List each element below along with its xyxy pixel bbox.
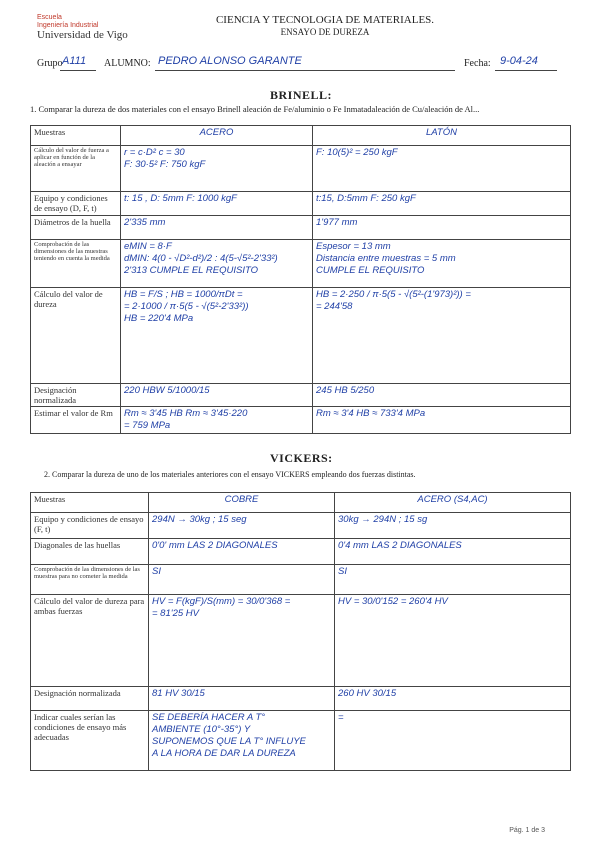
row-label: Comprobación de las dimensiones de las muestras teniendo en cuenta la medida: [31, 240, 121, 288]
handwritten-answer: HB = F/S ; HB = 1000/πDt =: [124, 289, 243, 300]
answer-cell-b: [335, 711, 571, 771]
row-label: Designación normalizada: [31, 687, 149, 711]
handwritten-answer: =: [338, 712, 344, 723]
answer-cell-a: [121, 384, 313, 407]
row-label: Comprobación de las dimensiones de las muestras para no cometer la medida: [31, 565, 149, 595]
vickers-row: [31, 687, 571, 711]
answer-cell-b: [335, 687, 571, 711]
handwritten-answer: HV = F(kgF)/S(mm) = 30/0'368 =: [152, 596, 291, 607]
handwritten-answer: HB = 2·250 / π·5(5 - √(5²-(1'973)²)) =: [316, 289, 471, 300]
handwritten-answer: A LA HORA DE DAR LA DUREZA: [152, 748, 296, 759]
fecha-label: Fecha:: [464, 58, 491, 69]
grupo-label: Grupo: [37, 58, 63, 69]
row-label: Diagonales de las huellas: [31, 539, 149, 565]
answer-cell-b: [335, 565, 571, 595]
handwritten-answer: 1'977 mm: [316, 217, 358, 228]
handwritten-answer: F: 30·5² F: 750 kgF: [124, 159, 206, 170]
handwritten-answer: 81 HV 30/15: [152, 688, 205, 699]
page-subtitle: ENSAYO DE DUREZA: [280, 27, 370, 37]
alumno-value: PEDRO ALONSO GARANTE: [158, 55, 302, 67]
answer-cell-b: [335, 539, 571, 565]
brinell-row: [31, 216, 571, 240]
brinell-table: [30, 125, 571, 434]
handwritten-answer: 30kg → 294N ; 15 sg: [338, 514, 428, 525]
handwritten-answer: COBRE: [224, 494, 259, 505]
brinell-row: [31, 126, 571, 146]
page-number: Pág. 1 de 3: [509, 827, 545, 834]
handwritten-answer: ACERO (S4,AC): [417, 494, 488, 505]
vickers-row: [31, 595, 571, 687]
handwritten-answer: HV = 30/0'152 = 260'4 HV: [338, 596, 448, 607]
handwritten-answer: eMIN = 8·F: [124, 241, 172, 252]
answer-cell-a: [149, 565, 335, 595]
answer-cell-a: [149, 513, 335, 539]
handwritten-answer: = 81'25 HV: [152, 608, 199, 619]
handwritten-answer: SI: [338, 566, 347, 577]
brinell-row: [31, 384, 571, 407]
row-label: Cálculo del valor de dureza para ambas fuerzas: [31, 595, 149, 687]
handwritten-answer: 2'335 mm: [124, 217, 166, 228]
handwritten-answer: HB = 220'4 MPa: [124, 313, 194, 324]
handwritten-answer: AMBIENTE (10°-35°) Y: [152, 724, 251, 735]
answer-cell-a: [149, 539, 335, 565]
handwritten-answer: SUPONEMOS QUE LA T° INFLUYE: [152, 736, 306, 747]
row-label: Diámetros de la huella: [31, 216, 121, 240]
handwritten-answer: SE DEBERÍA HACER A T°: [152, 712, 266, 723]
answer-cell-b: [313, 192, 571, 216]
answer-cell-a: [121, 146, 313, 192]
answer-cell-a: [121, 240, 313, 288]
vickers-question: 2. Comparar la dureza de uno de los materiales anteriores con el ensayo VICKERS empleando dos fuerzas distintas.: [44, 470, 416, 479]
brinell-row: [31, 240, 571, 288]
answer-cell-b: [335, 513, 571, 539]
answer-cell-b: [335, 595, 571, 687]
answer-cell-a: [149, 711, 335, 771]
row-label: Muestras: [31, 493, 149, 513]
answer-cell-a: [121, 216, 313, 240]
handwritten-answer: LATÓN: [426, 127, 457, 138]
vickers-heading: VICKERS:: [270, 451, 333, 465]
row-label: Equipo y condiciones de ensayo (D, F, t): [31, 192, 121, 216]
handwritten-answer: CUMPLE EL REQUISITO: [316, 265, 425, 276]
vickers-row: [31, 565, 571, 595]
handwritten-answer: = 2·1000 / π·5(5 - √(5²-2'33²)): [124, 301, 249, 312]
handwritten-answer: 220 HBW 5/1000/15: [124, 385, 210, 396]
alumno-label: ALUMNO:: [104, 58, 151, 69]
answer-cell-a: [121, 407, 313, 434]
answer-cell-b: [313, 146, 571, 192]
row-label: Indicar cuales serían las condiciones de ensayo más adecuadas: [31, 711, 149, 771]
answer-cell-b: [313, 216, 571, 240]
answer-cell-b: [313, 407, 571, 434]
fecha-value: 9-04-24: [500, 55, 538, 67]
answer-cell-a: [149, 493, 335, 513]
handwritten-answer: 260 HV 30/15: [338, 688, 397, 699]
brinell-question: 1. Comparar la dureza de dos materiales con el ensayo Brinell aleación de Fe/aluminio o Fe Inmatadaleación de Cu/aleación de Al...: [30, 104, 480, 114]
brinell-heading: BRINELL:: [270, 88, 333, 102]
answer-cell-b: [313, 126, 571, 146]
handwritten-answer: r = c·D² c = 30: [124, 147, 185, 158]
vickers-table: [30, 492, 571, 771]
answer-cell-b: [335, 493, 571, 513]
handwritten-answer: SI: [152, 566, 161, 577]
vickers-row: [31, 513, 571, 539]
brinell-row: [31, 146, 571, 192]
answer-cell-b: [313, 288, 571, 384]
handwritten-answer: 0'0' mm LAS 2 DIAGONALES: [152, 540, 278, 551]
grupo-value: A111: [62, 55, 87, 67]
answer-cell-b: [313, 384, 571, 407]
handwritten-answer: Rm ≈ 3'4 HB ≈ 733'4 MPa: [316, 408, 426, 419]
handwritten-answer: = 759 MPa: [124, 420, 171, 431]
university-logo: Universidad de Vigo: [37, 29, 128, 41]
handwritten-answer: F: 10(5)² = 250 kgF: [316, 147, 398, 158]
row-label: Muestras: [31, 126, 121, 146]
row-label: Cálculo del valor de fuerza a aplicar en función de la aleación a ensayar: [31, 146, 121, 192]
answer-cell-a: [121, 192, 313, 216]
handwritten-answer: 294N → 30kg ; 15 seg: [152, 514, 247, 525]
handwritten-answer: Rm ≈ 3'45 HB Rm ≈ 3'45·220: [124, 408, 248, 419]
brinell-row: [31, 407, 571, 434]
handwritten-answer: 245 HB 5/250: [316, 385, 375, 396]
row-label: Estimar el valor de Rm: [31, 407, 121, 434]
answer-cell-a: [149, 595, 335, 687]
brinell-row: [31, 192, 571, 216]
vickers-row: [31, 711, 571, 771]
row-label: Equipo y condiciones de ensayo (F, t): [31, 513, 149, 539]
row-label: Designación normalizada: [31, 384, 121, 407]
handwritten-answer: Distancia entre muestras = 5 mm: [316, 253, 456, 264]
handwritten-answer: = 244'58: [316, 301, 353, 312]
vickers-row: [31, 539, 571, 565]
brinell-row: [31, 288, 571, 384]
handwritten-answer: ACERO: [199, 127, 234, 138]
handwritten-answer: Espesor = 13 mm: [316, 241, 391, 252]
answer-cell-a: [121, 126, 313, 146]
answer-cell-b: [313, 240, 571, 288]
school-name: Escuela Ingeniería Industrial: [37, 14, 99, 29]
handwritten-answer: t: 15 , D: 5mm F: 1000 kgF: [124, 193, 237, 204]
handwritten-answer: dMIN: 4(0 - √D²-d²)/2 : 4(5-√5²-2'33²): [124, 253, 278, 264]
handwritten-answer: t:15, D:5mm F: 250 kgF: [316, 193, 416, 204]
vickers-row: [31, 493, 571, 513]
row-label: Cálculo del valor de dureza: [31, 288, 121, 384]
handwritten-answer: 0'4 mm LAS 2 DIAGONALES: [338, 540, 462, 551]
answer-cell-a: [121, 288, 313, 384]
answer-cell-a: [149, 687, 335, 711]
page-title: CIENCIA Y TECNOLOGIA DE MATERIALES.: [215, 14, 435, 26]
handwritten-answer: 2'313 CUMPLE EL REQUISITO: [124, 265, 258, 276]
